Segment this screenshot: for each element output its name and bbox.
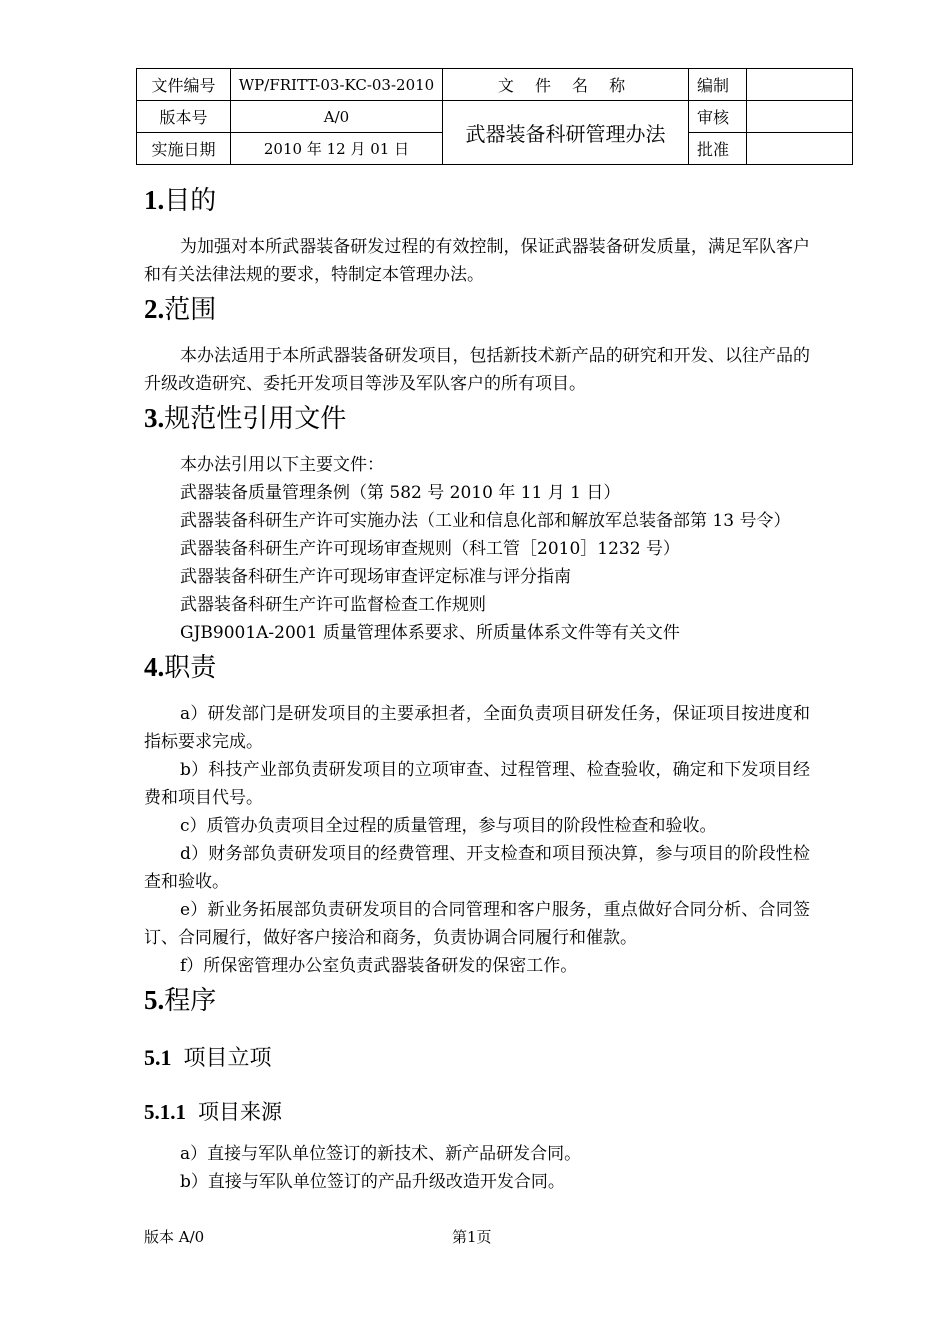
responsibility-item: f）所保密管理办公室负责武器装备研发的保密工作。 xyxy=(180,956,578,976)
document-header-table xyxy=(136,68,853,165)
file-number-label: 文件编号 xyxy=(137,69,231,101)
section-title: 程序 xyxy=(164,986,217,1016)
section-purpose-heading xyxy=(144,180,810,221)
review-label: 审核 xyxy=(689,101,747,133)
scope-paragraph: 本办法适用于本所武器装备研发项目，包括新技术新产品的研究和开发、以往产品的升级改造研究、委托开发项目等涉及军队客户的所有项目。 xyxy=(144,346,810,394)
reference-item: 武器装备科研生产许可现场审查评定标准与评分指南 xyxy=(180,567,571,587)
compile-label: 编制 xyxy=(689,69,747,101)
section-references-heading xyxy=(144,398,810,439)
subsection-number: 5.1.1 xyxy=(144,1100,186,1124)
reference-item: 武器装备质量管理条例（第 582 号 2010 年 11 月 1 日） xyxy=(180,483,621,503)
document-body xyxy=(144,180,810,1196)
reference-item: GJB9001A-2001 质量管理体系要求、所质量体系文件等有关文件 xyxy=(180,623,680,643)
section-number: 5. xyxy=(144,985,165,1015)
subsection-title: 项目来源 xyxy=(198,1100,282,1124)
section-number: 2. xyxy=(144,294,165,324)
section-number: 3. xyxy=(144,403,165,433)
project-source-item: b）直接与军队单位签订的产品升级改造开发合同。 xyxy=(180,1172,565,1192)
compile-signature-cell xyxy=(747,69,853,101)
section-title: 范围 xyxy=(164,295,217,325)
approve-label: 批准 xyxy=(689,133,747,165)
footer-version: 版本 A/0 xyxy=(144,1228,205,1246)
footer-page-number: 第1页 xyxy=(452,1228,492,1246)
section-number: 4. xyxy=(144,652,165,682)
reference-item: 武器装备科研生产许可现场审查规则（科工管［2010］1232 号） xyxy=(180,539,680,559)
reference-item: 武器装备科研生产许可实施办法（工业和信息化部和解放军总装备部第 13 号令） xyxy=(180,511,791,531)
reference-item: 武器装备科研生产许可监督检查工作规则 xyxy=(180,595,486,615)
section-scope-heading xyxy=(144,289,810,330)
reference-item: 本办法引用以下主要文件： xyxy=(180,455,384,475)
section-number: 1. xyxy=(144,185,165,215)
file-number-value: WP/FRITT-03-KC-03-2010 xyxy=(231,69,443,101)
subsection-project-initiation-heading xyxy=(144,1041,810,1072)
effective-date-value: 2010 年 12 月 01 日 xyxy=(231,133,443,165)
section-title: 职责 xyxy=(164,653,217,683)
responsibility-item: c）质管办负责项目全过程的质量管理，参与项目的阶段性检查和验收。 xyxy=(180,816,717,836)
review-signature-cell xyxy=(747,101,853,133)
responsibility-item: d）财务部负责研发项目的经费管理、开支检查和项目预决算，参与项目的阶段性检查和验收。 xyxy=(144,844,810,892)
approve-signature-cell xyxy=(747,133,853,165)
purpose-paragraph: 为加强对本所武器装备研发过程的有效控制，保证武器装备研发质量，满足军队客户和有关法律法规的要求，特制定本管理办法。 xyxy=(144,237,810,285)
document-name-label: 文 件 名 称 xyxy=(443,69,689,101)
effective-date-label: 实施日期 xyxy=(137,133,231,165)
subsection-project-source-heading xyxy=(144,1096,810,1126)
responsibility-item: a）研发部门是研发项目的主要承担者，全面负责项目研发任务，保证项目按进度和指标要求完成。 xyxy=(144,704,810,752)
project-source-item: a）直接与军队单位签订的新技术、新产品研发合同。 xyxy=(180,1144,582,1164)
subsection-number: 5.1 xyxy=(144,1045,172,1070)
responsibility-item: e）新业务拓展部负责研发项目的合同管理和客户服务，重点做好合同分析、合同签订、合同履行，做好客户接洽和商务，负责协调合同履行和催款。 xyxy=(144,900,810,948)
subsection-title: 项目立项 xyxy=(183,1046,272,1071)
section-responsibilities-heading xyxy=(144,647,810,688)
document-name-value: 武器装备科研管理办法 xyxy=(443,101,689,165)
responsibility-item: b）科技产业部负责研发项目的立项审查、过程管理、检查验收，确定和下发项目经费和项目代号。 xyxy=(144,760,810,808)
section-title: 规范性引用文件 xyxy=(164,404,347,434)
section-procedure-heading xyxy=(144,980,810,1021)
version-value: A/0 xyxy=(231,101,443,133)
version-label: 版本号 xyxy=(137,101,231,133)
section-title: 目的 xyxy=(164,186,217,216)
